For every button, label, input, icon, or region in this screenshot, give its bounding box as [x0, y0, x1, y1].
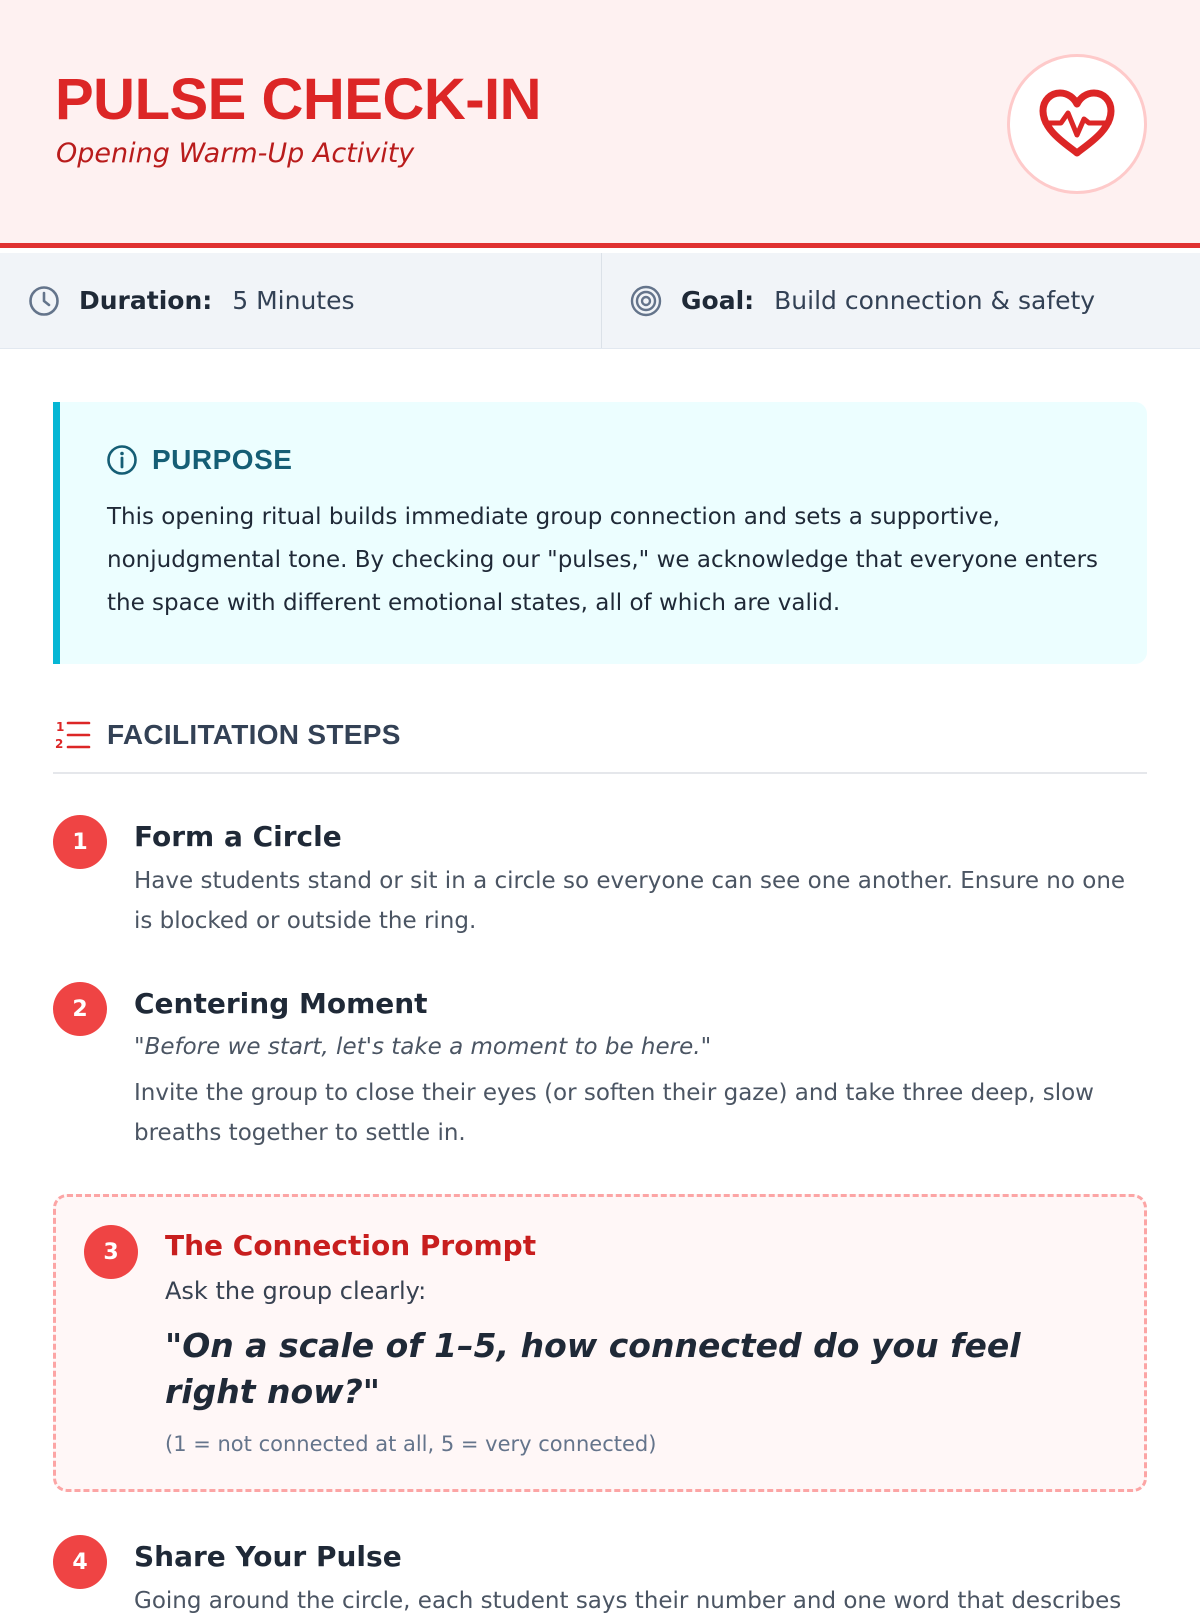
connection-prompt: "On a scale of 1–5, how connected do you feel right now?"	[165, 1326, 1021, 1411]
clock-icon	[27, 284, 61, 318]
page-subtitle: Opening Warm-Up Activity	[56, 138, 415, 169]
duration-value: 5 Minutes	[232, 286, 355, 315]
activity-meta-bar	[0, 253, 1200, 349]
duration-info	[27, 253, 355, 348]
step-number-badge: 2	[53, 982, 107, 1036]
duration-label: Duration:	[79, 286, 213, 315]
activity-header	[0, 0, 1200, 248]
step-number-badge: 1	[53, 815, 107, 869]
logo-badge	[1007, 54, 1147, 194]
scale-note: (1 = not connected at all, 5 = very connected)	[165, 1432, 657, 1456]
step-3-highlight-card	[53, 1194, 1147, 1492]
goal-value: Build connection & safety	[774, 286, 1096, 315]
info-icon	[106, 444, 138, 476]
step-description: Have students stand or sit in a circle so everyone can see one another. Ensure no one is blocked or outside the ring.	[134, 868, 1126, 934]
steps-heading	[55, 718, 401, 752]
step-title: Share Your Pulse	[134, 1540, 402, 1573]
numbered-list-icon	[55, 718, 91, 752]
step-number-badge: 3	[84, 1225, 138, 1279]
purpose-callout	[53, 402, 1147, 664]
svg-text:2: 2	[55, 737, 64, 751]
purpose-title: PURPOSE	[152, 444, 293, 475]
prompt-intro: Ask the group clearly:	[165, 1277, 427, 1305]
goal-info	[629, 253, 1095, 348]
meta-divider	[601, 253, 602, 348]
step-number-badge: 4	[53, 1535, 107, 1589]
svg-text:1: 1	[56, 720, 65, 734]
step-title: The Connection Prompt	[165, 1229, 537, 1262]
heart-pulse-icon	[1039, 89, 1115, 159]
purpose-heading	[106, 444, 292, 476]
step-title: Form a Circle	[134, 820, 342, 853]
step-description: Going around the circle, each student says their number and one word that describes	[134, 1588, 1122, 1614]
target-icon	[629, 284, 663, 318]
page-title: PULSE CHECK-IN	[55, 67, 542, 132]
step-quote: "Before we start, let's take a moment to be here."	[134, 1034, 712, 1060]
step-title: Centering Moment	[134, 987, 428, 1020]
step-description: Invite the group to close their eyes (or soften their gaze) and take three deep, slow breaths together to settle in.	[134, 1080, 1094, 1146]
purpose-text: This opening ritual builds immediate group connection and sets a supportive, nonjudgmental tone. By checking our "pulses," we acknowledge that everyone enters the space with different emotional states, all of which are valid.	[107, 504, 1099, 616]
goal-label: Goal:	[681, 286, 755, 315]
section-divider	[53, 772, 1147, 774]
steps-section-title: FACILITATION STEPS	[107, 719, 401, 750]
